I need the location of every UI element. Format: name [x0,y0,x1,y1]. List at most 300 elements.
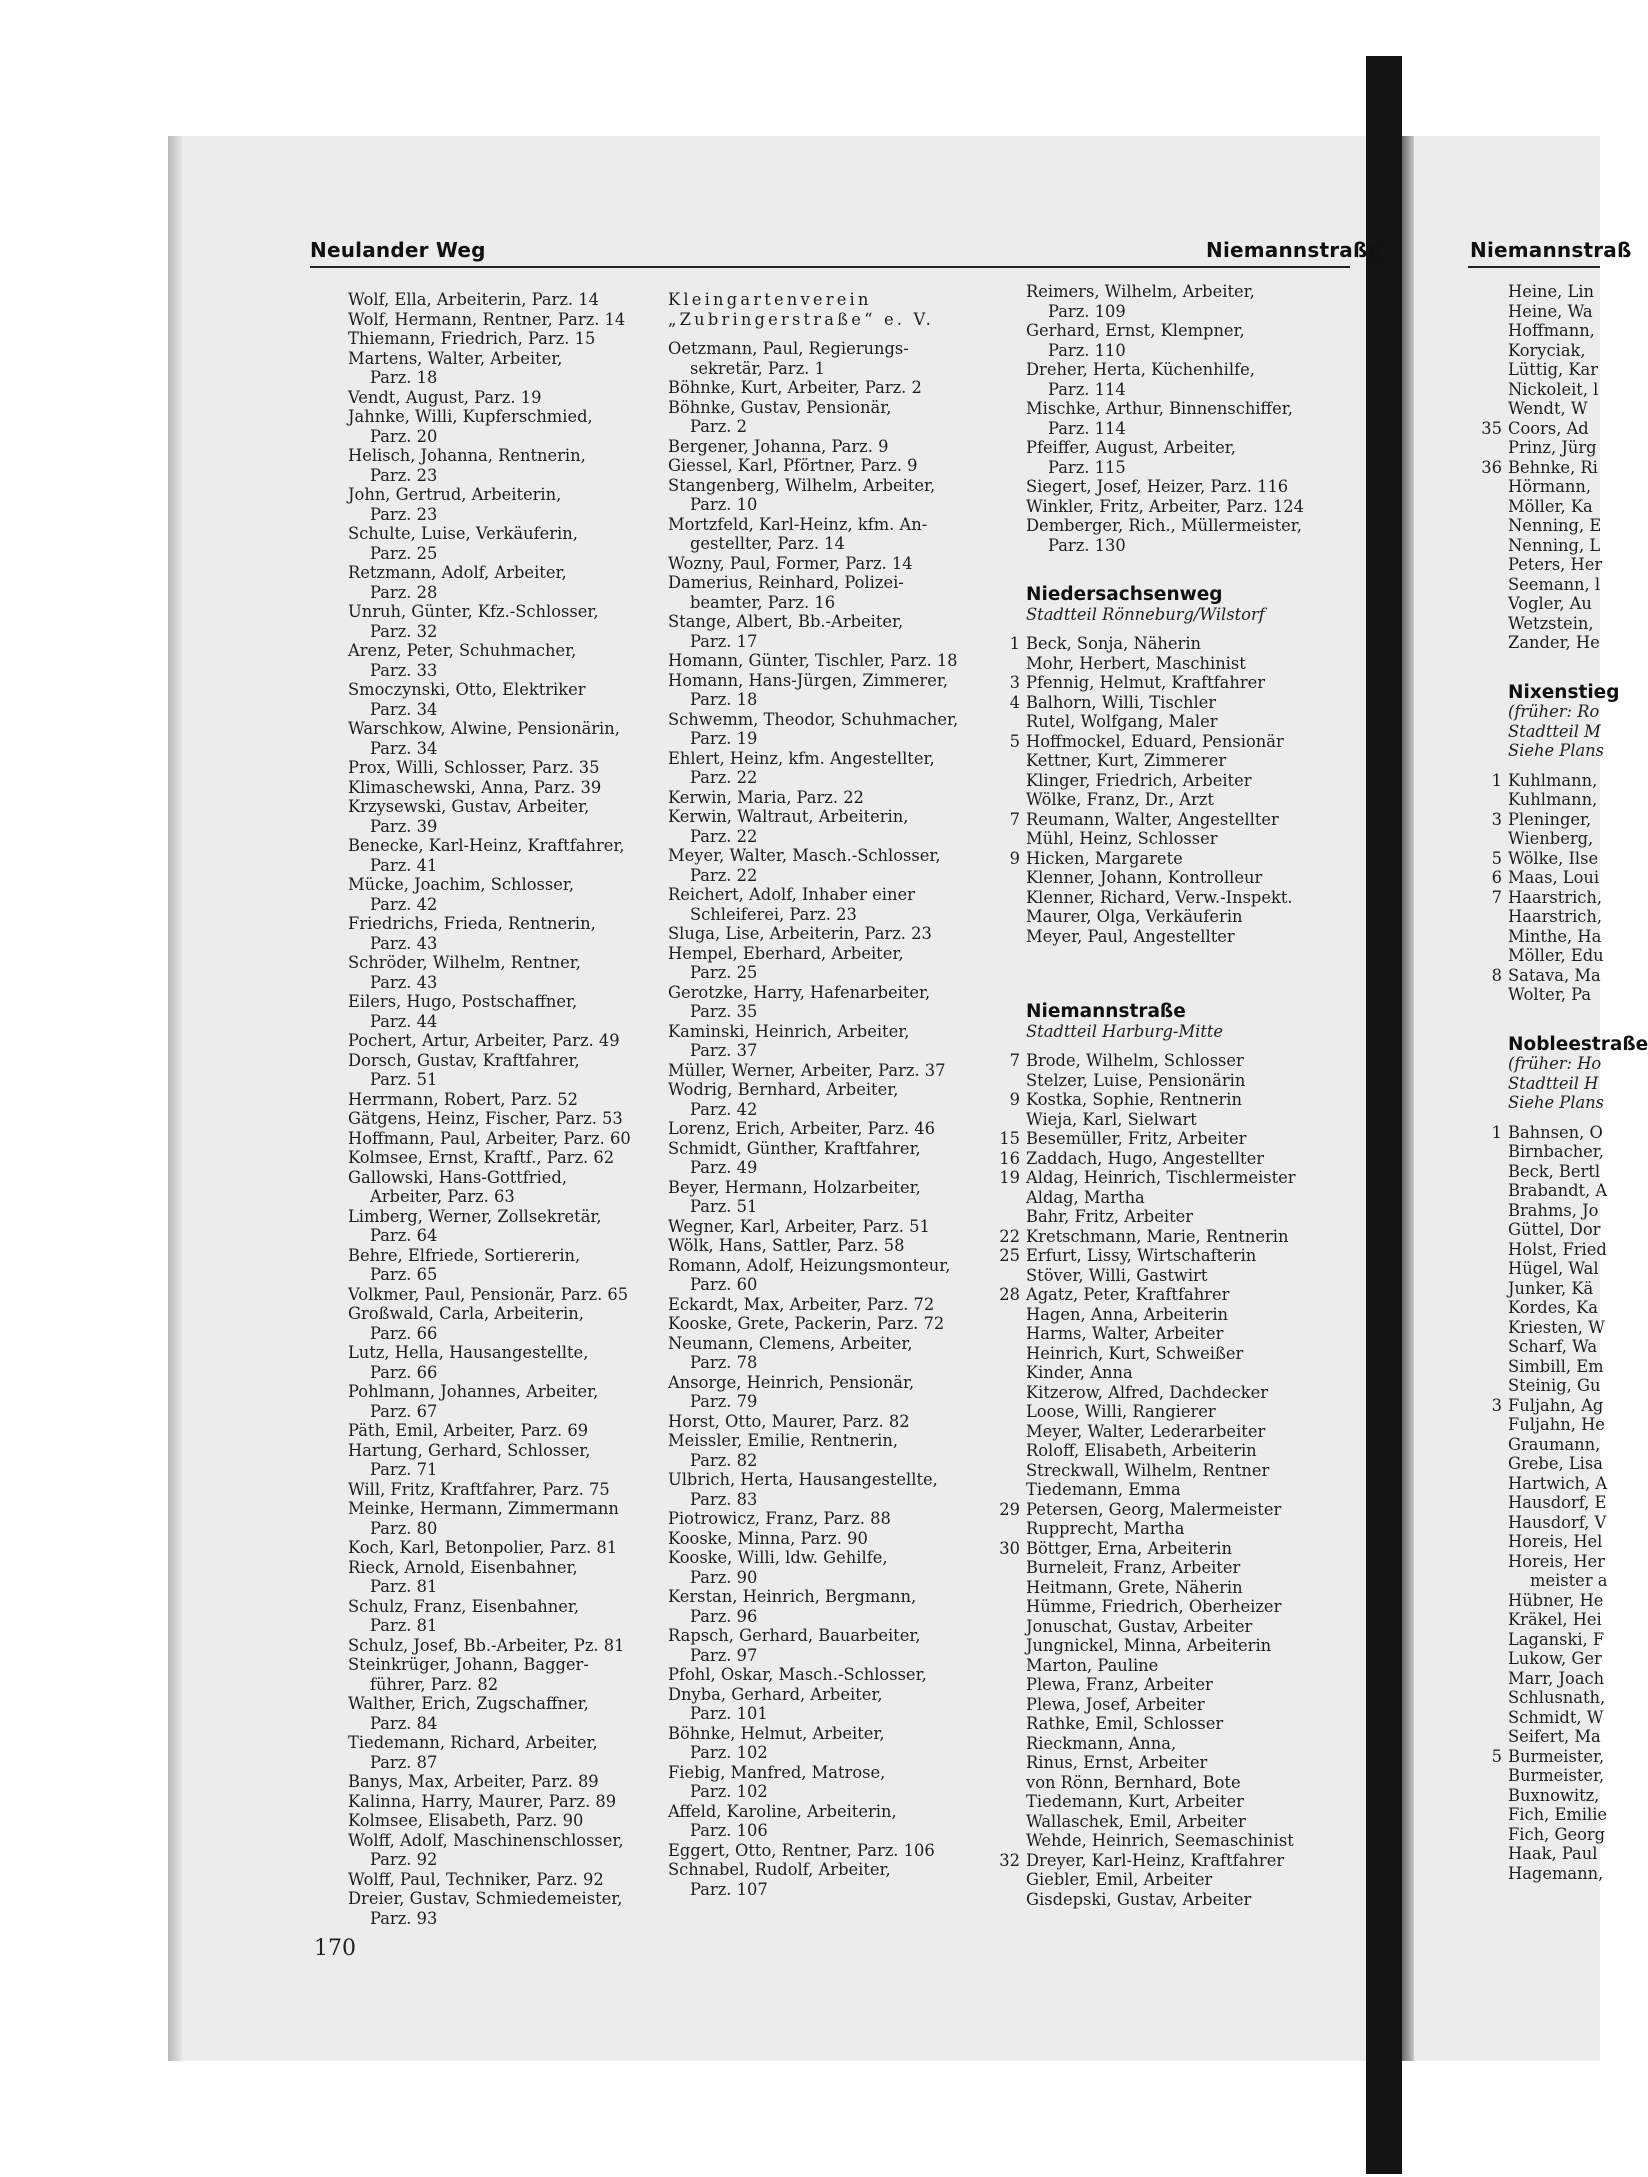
directory-entry [668,1704,998,1724]
entry-text: Junker, Kä [1508,1278,1594,1298]
directory-entry [668,729,998,749]
directory-entry [348,427,668,447]
entry-text: Dreher, Herta, Küchenhilfe, [1026,360,1255,379]
entry-text: Siehe Plans [1508,741,1605,760]
district-note [1508,1074,1600,1094]
directory-entry [1508,399,1600,419]
house-number: 4 [1009,692,1020,712]
directory-entry [668,1041,998,1061]
entry-text: Damerius, Reinhard, Polizei- [668,573,904,592]
directory-entry [1026,1890,1356,1910]
entry-text: Hausdorf, E [1508,1493,1607,1512]
directory-entry [1508,1551,1605,1572]
directory-entry [1508,1239,1607,1260]
entry-text: Wolff, Paul, Techniker, Parz. 92 [348,1869,604,1889]
entry-text: Petersen, Georg, Malermeister [1026,1499,1282,1519]
directory-entry [1508,985,1600,1005]
entry-text: Wozny, Paul, Former, Parz. 14 [668,553,913,573]
entry-text: Romann, Adolf, Heizungsmonteur, [668,1255,951,1275]
directory-entry [1026,1831,1356,1851]
entry-text: Parz. 51 [370,1070,438,1089]
directory-entry [668,1392,998,1412]
entry-text: Brabandt, A [1508,1181,1608,1200]
entry-text: Neumann, Clemens, Arbeiter, [668,1333,913,1353]
directory-entry [1508,1805,1608,1825]
entry-text: Fuljahn, Ag [1508,1395,1604,1415]
entry-text: Fuljahn, He [1508,1415,1605,1434]
entry-text: Kalinna, Harry, Maurer, Parz. 89 [348,1791,617,1811]
entry-text: Reichert, Adolf, Inhaber einer [668,885,915,904]
entry-text: Agatz, Peter, Kraftfahrer [1026,1285,1230,1304]
entry-text: Parz. 97 [690,1645,758,1665]
directory-entry [1026,1519,1356,1539]
entry-text: Müller, Werner, Arbeiter, Parz. 37 [668,1060,946,1080]
entry-text: Stöver, Willi, Gastwirt [1026,1265,1208,1285]
directory-entry [999,1850,1356,1871]
entry-text: Maas, Loui [1508,868,1600,887]
directory-entry [348,1870,668,1890]
directory-entry [1026,771,1356,791]
entry-text: Parz. 51 [690,1197,758,1216]
directory-entry [348,505,668,525]
entry-text: Siegert, Josef, Heizer, Parz. 116 [1026,477,1289,496]
directory-entry [1508,1688,1606,1708]
directory-entry [1508,1337,1600,1357]
directory-entry [348,1753,668,1773]
directory-entry [1026,1870,1356,1890]
entry-text: Tiedemann, Richard, Arbeiter, [348,1733,598,1752]
entry-text: Winkler, Fritz, Arbeiter, Parz. 124 [1026,496,1304,516]
entry-text: Parz. 107 [690,1879,768,1899]
entry-text: Pfohl, Oskar, Masch.-Schlosser, [668,1665,927,1684]
entry-text: Prox, Willi, Schlosser, Parz. 35 [348,758,600,777]
entry-text: Nenning, E [1508,516,1602,535]
entry-text: Parz. 43 [370,933,438,953]
directory-entry [348,583,668,603]
entry-text: Hempel, Eberhard, Arbeiter, [668,943,904,963]
directory-entry [1026,1266,1356,1286]
entry-text: Besemüller, Fritz, Arbeiter [1026,1129,1247,1148]
directory-entry [1026,1734,1356,1754]
directory-entry [348,1655,668,1675]
directory-entry [668,827,998,847]
house-number: 1 [1009,634,1020,653]
entry-text: Gätgens, Heinz, Fischer, Parz. 53 [348,1109,623,1128]
entry-text: Graumann, [1508,1434,1601,1454]
directory-entry [668,1119,998,1139]
entry-text: Fich, Georg [1508,1824,1606,1844]
directory-entry [668,1100,998,1120]
directory-entry [1508,1512,1607,1533]
directory-entry [348,1324,668,1344]
directory-entry [348,1441,668,1461]
directory-entry [1026,1188,1356,1208]
directory-entry [668,983,998,1003]
directory-entry [348,992,668,1012]
directory-entry [668,1412,998,1432]
entry-text: Beck, Bertl [1508,1161,1601,1181]
house-number: 7 [1491,887,1502,907]
directory-entry [668,924,998,944]
entry-text: Holst, Fried [1508,1239,1607,1259]
directory-entry [668,866,998,886]
entry-text: Horeis, Hel [1508,1532,1603,1551]
entry-text: Horst, Otto, Maurer, Parz. 82 [668,1411,910,1431]
directory-entry [348,1616,668,1636]
directory-entry [348,953,668,973]
entry-text: Wolter, Pa [1508,985,1592,1004]
directory-entry [348,1792,668,1812]
directory-entry [1026,1071,1356,1091]
directory-entry [348,310,668,330]
entry-text: Wendt, W [1508,399,1588,418]
entry-text: Maurer, Olga, Verkäuferin [1026,907,1243,926]
entry-text: Jonuschat, Gustav, Arbeiter [1026,1616,1253,1636]
entry-text: Volkmer, Paul, Pensionär, Parz. 65 [348,1284,629,1304]
entry-text: Seemann, l [1508,574,1601,594]
directory-entry [668,437,998,457]
directory-entry [1026,1597,1356,1617]
entry-text: Niemannstraße [1026,1001,1186,1022]
entry-text: Parz. 23 [370,504,438,524]
directory-entry [348,1831,668,1851]
directory-entry [348,875,668,895]
entry-text: Hoffmann, [1508,321,1595,340]
directory-entry [668,846,998,866]
directory-entry [999,1499,1356,1520]
entry-text: Parz. 130 [1048,535,1126,555]
directory-entry [668,1314,998,1334]
entry-text: Böhnke, Gustav, Pensionär, [668,397,892,417]
entry-text: Pleninger, [1508,809,1592,829]
entry-text: meister a [1530,1571,1608,1590]
directory-entry [668,612,998,632]
directory-entry [1508,497,1600,517]
directory-entry [999,1285,1356,1305]
directory-entry [1508,1454,1603,1474]
directory-entry [668,476,998,496]
entry-text: John, Gertrud, Arbeiterin, [348,485,562,504]
entry-text: Parz. 66 [370,1323,438,1343]
entry-text: Kordes, Ka [1508,1298,1598,1317]
entry-text: Hoffmann, Paul, Arbeiter, Parz. 60 [348,1128,631,1148]
directory-entry [348,1109,668,1129]
entry-text: Marr, Joach [1508,1668,1605,1688]
entry-text: Reumann, Walter, Angestellter [1026,809,1279,829]
house-number: 9 [1009,848,1020,868]
entry-text: Schmidt, Günther, Kraftfahrer, [668,1138,921,1158]
directory-entry [668,378,998,398]
directory-entry [668,1548,998,1568]
entry-text: Pohlmann, Johannes, Arbeiter, [348,1382,599,1401]
directory-entry [1009,692,1356,713]
directory-entry [668,1373,998,1393]
entry-text: Parz. 81 [370,1616,438,1635]
entry-text: Parz. 49 [690,1158,758,1177]
entry-text: Erfurt, Lissy, Wirtschafterin [1026,1246,1257,1265]
directory-entry [668,1724,998,1744]
entry-text: Burneleit, Franz, Arbeiter [1026,1558,1241,1577]
directory-entry [348,856,668,876]
entry-text: Schmidt, W [1508,1707,1604,1727]
directory-entry [1508,1356,1604,1377]
directory-entry [668,495,998,515]
directory-entry [1508,1376,1600,1396]
directory-entry [668,749,998,769]
house-number: 7 [1009,809,1020,829]
entry-text: Haarstrich, [1508,907,1603,926]
entry-text: Parz. 22 [690,826,758,846]
entry-text: Parz. 18 [690,690,758,709]
directory-entry [668,1626,998,1646]
entry-text: Hübner, He [1508,1590,1604,1610]
directory-entry [1508,341,1600,361]
directory-entry [668,963,998,983]
entry-text: Kerwin, Waltraut, Arbeiterin, [668,807,909,826]
directory-entry [668,1022,998,1042]
directory-entry [999,1168,1356,1188]
house-number: 5 [1009,731,1020,751]
entry-text: Kuhlmann, [1508,790,1598,809]
entry-text: Päth, Emil, Arbeiter, Parz. 69 [348,1421,589,1440]
directory-entry [1491,1746,1605,1767]
entry-text: Parz. 84 [370,1713,438,1733]
entry-text: Möller, Ka [1508,496,1593,516]
entry-text: Parz. 115 [1048,457,1126,477]
directory-entry [668,807,998,827]
entry-text: Parz. 101 [690,1704,768,1723]
directory-entry [668,1080,998,1100]
directory-entry [1026,438,1356,458]
directory-entry [1508,633,1600,653]
directory-entry [348,407,668,427]
directory-entry [348,466,668,486]
directory-entry [348,641,668,661]
directory-entry [668,1275,998,1295]
directory-entry [1508,1571,1608,1591]
entry-text: Schnabel, Rudolf, Arbeiter, [668,1860,891,1879]
directory-entry [1026,1402,1356,1422]
entry-text: Peters, Her [1508,555,1603,574]
directory-entry [348,1558,668,1578]
entry-text: Wehde, Heinrich, Seemaschinist [1026,1831,1294,1850]
directory-entry [348,1636,668,1656]
entry-text: Mücke, Joachim, Schlosser, [348,875,575,894]
house-number: 3 [1491,809,1502,829]
spacer [1026,946,1356,1002]
directory-entry [1026,1578,1356,1598]
directory-entry [668,1431,998,1451]
entry-text: Herrmann, Robert, Parz. 52 [348,1089,579,1109]
entry-text: (früher: Ho [1508,1054,1602,1073]
directory-entry [1508,1668,1605,1689]
directory-entry [348,1421,668,1441]
directory-entry [668,1782,998,1802]
entry-text: Klinger, Friedrich, Arbeiter [1026,770,1252,790]
directory-entry [668,310,998,330]
entry-text: Parz. 64 [370,1226,438,1245]
directory-entry [668,1197,998,1217]
directory-entry [668,1295,998,1315]
directory-column-3 [999,282,1356,1909]
entry-text: Balhorn, Willi, Tischler [1026,692,1217,712]
house-number: 5 [1491,1746,1502,1766]
entry-text: Jungnickel, Minna, Arbeiterin [1026,1636,1272,1655]
entry-text: sekretär, Parz. 1 [690,358,825,378]
entry-text: Arenz, Peter, Schuhmacher, [348,641,577,660]
directory-entry [668,1802,998,1822]
directory-entry [348,973,668,993]
directory-entry [668,788,998,808]
directory-entry [668,1236,998,1256]
directory-entry [1508,927,1600,947]
directory-entry [668,339,998,359]
directory-entry [348,446,668,466]
entry-text: Möller, Edu [1508,946,1604,965]
directory-entry [1026,419,1356,439]
entry-text: Sluga, Lise, Arbeiterin, Parz. 23 [668,924,932,943]
directory-entry [1026,907,1356,927]
directory-entry [668,1509,998,1529]
directory-entry [1508,1162,1600,1182]
directory-entry [348,934,668,954]
entry-text: Ulbrich, Herta, Hausangestellte, [668,1470,938,1489]
directory-entry [1026,1461,1356,1481]
directory-entry [348,1909,668,1929]
entry-text: Pochert, Artur, Arbeiter, Parz. 49 [348,1031,620,1050]
entry-text: Helisch, Johanna, Rentnerin, [348,446,586,465]
entry-text: Rupprecht, Martha [1026,1519,1185,1538]
entry-text: Parz. 114 [1048,418,1126,438]
entry-text: Piotrowicz, Franz, Parz. 88 [668,1509,891,1528]
entry-text: Bahr, Fritz, Arbeiter [1026,1207,1194,1226]
entry-text: Nobleestraße [1508,1033,1648,1055]
district-note [1508,722,1600,742]
entry-text: Parz. 109 [1048,301,1126,321]
entry-text: Parz. 39 [370,816,438,836]
spacer [1508,1113,1600,1123]
directory-entry [348,1850,668,1870]
entry-text: Pfennig, Helmut, Kraftfahrer [1026,673,1266,692]
directory-entry [1491,809,1600,830]
directory-entry [348,895,668,915]
directory-entry [348,1382,668,1402]
entry-text: Zander, He [1508,633,1600,652]
directory-entry [348,1538,668,1558]
entry-text: Gerotzke, Harry, Hafenarbeiter, [668,982,931,1002]
entry-text: Parz. 114 [1048,379,1126,399]
entry-text: Burmeister, [1508,1766,1605,1785]
entry-text: Eilers, Hugo, Postschaffner, [348,992,578,1011]
entry-text: Großwald, Carla, Arbeiterin, [348,1304,584,1323]
entry-text: Wetzstein, [1508,613,1594,633]
entry-text: Meyer, Walter, Masch.-Schlosser, [668,846,941,865]
entry-text: Minthe, Ha [1508,926,1602,946]
directory-entry [1508,360,1600,380]
entry-text: Parz. 83 [690,1489,758,1509]
entry-text: Parz. 43 [370,972,438,992]
directory-entry [348,1012,668,1032]
directory-entry [1508,438,1600,458]
directory-entry [1009,673,1356,693]
house-number: 16 [999,1148,1020,1168]
directory-entry [348,719,668,739]
entry-text: Rieckmann, Anna, [1026,1733,1177,1753]
entry-text: Parz. 71 [370,1460,438,1479]
house-number: 25 [999,1246,1020,1265]
entry-text: Parz. 2 [690,417,747,436]
entry-text: Kerwin, Maria, Parz. 22 [668,787,864,807]
entry-text: Klimaschewski, Anna, Parz. 39 [348,777,602,797]
street-heading [1508,1033,1648,1055]
entry-text: Horeis, Her [1508,1551,1605,1571]
entry-text: Haarstrich, [1508,887,1603,907]
entry-text: Parz. 23 [370,465,438,485]
spacer [1508,653,1600,683]
entry-text: Haak, Paul [1508,1844,1598,1863]
directory-entry [1026,1675,1356,1695]
directory-entry [668,1002,998,1022]
entry-text: Kriesten, W [1508,1317,1605,1337]
entry-text: Schleiferei, Parz. 23 [690,904,857,924]
directory-entry [1026,1305,1356,1325]
entry-text: Will, Fritz, Kraftfahrer, Parz. 75 [348,1479,610,1499]
house-number: 3 [1491,1395,1502,1415]
entry-text: Kooske, Willi, ldw. Gehilfe, [668,1548,888,1567]
directory-entry [999,1538,1356,1559]
directory-entry [999,1129,1356,1149]
directory-entry [1508,907,1603,927]
directory-entry [348,797,668,817]
directory-entry [348,914,668,934]
entry-text: Simbill, Em [1508,1356,1604,1376]
entry-text: Beyer, Hermann, Holzarbeiter, [668,1177,921,1197]
entry-text: Nickoleit, l [1508,379,1599,399]
entry-text: beamter, Parz. 16 [690,592,836,612]
entry-text: Parz. 32 [370,621,438,641]
directory-entry [668,885,998,905]
entry-text: Wolff, Adolf, Maschinenschlosser, [348,1830,624,1850]
entry-text: Lukow, Ger [1508,1649,1602,1668]
entry-text: Grebe, Lisa [1508,1454,1603,1473]
directory-entry [348,758,668,778]
directory-entry [1508,1415,1605,1435]
directory-entry [668,1256,998,1276]
entry-text: Giebler, Emil, Arbeiter [1026,1870,1213,1889]
entry-text: Eckardt, Max, Arbeiter, Parz. 72 [668,1294,935,1314]
directory-entry [668,1490,998,1510]
directory-entry [1508,594,1600,614]
directory-entry [348,1090,668,1110]
house-number: 3 [1009,673,1020,692]
directory-entry [1026,829,1356,849]
directory-entry [348,1363,668,1383]
entry-text: Rinus, Ernst, Arbeiter [1026,1753,1208,1772]
house-number: 5 [1491,848,1502,868]
header-rule [310,266,1350,268]
entry-text: Klenner, Johann, Kontrolleur [1026,868,1263,887]
directory-entry [1508,575,1600,595]
entry-text: Dreier, Gustav, Schmiedemeister, [348,1889,623,1908]
directory-entry [1026,1792,1356,1812]
directory-entry [348,1148,668,1168]
directory-entry [668,1217,998,1237]
directory-entry [1508,1201,1600,1221]
directory-entry [348,1889,668,1909]
entry-text: Banys, Max, Arbeiter, Parz. 89 [348,1772,599,1791]
spacer [1026,624,1356,634]
house-number: 30 [999,1538,1020,1558]
